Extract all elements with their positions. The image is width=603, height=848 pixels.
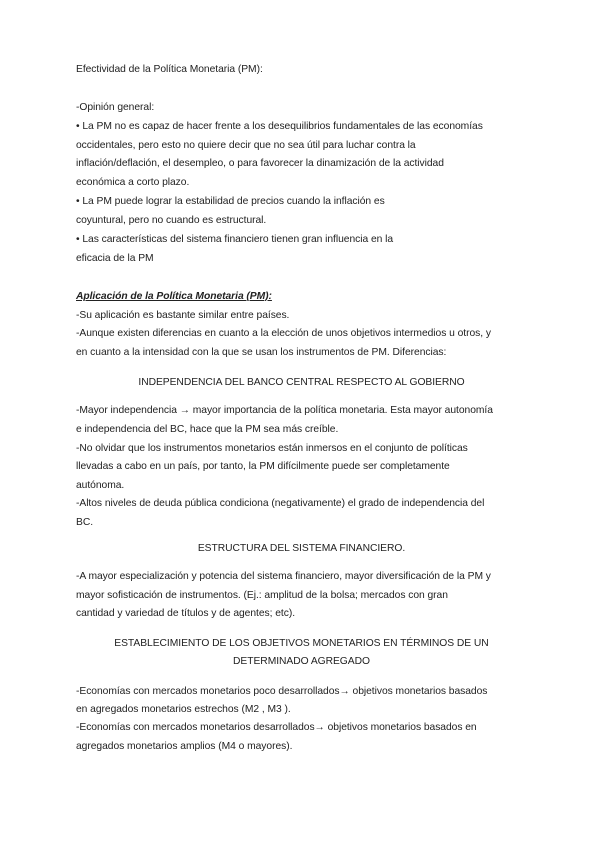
opinion-line: eficacia de la PM bbox=[76, 253, 154, 264]
independencia-line: llevadas a cabo en un país, por tanto, la PM difícilmente puede ser completamente bbox=[76, 461, 450, 472]
opinion-heading: -Opinión general: bbox=[76, 102, 155, 113]
aplicacion-line: -Su aplicación es bastante similar entre países. bbox=[76, 310, 290, 321]
estructura-heading: ESTRUCTURA DEL SISTEMA FINANCIERO. bbox=[197, 543, 406, 554]
independencia-line: autónoma. bbox=[76, 480, 125, 491]
aplicacion-line: -Aunque existen diferencias en cuanto a la elección de unos objetivos intermedios u otros, y bbox=[76, 328, 491, 339]
independencia-line: -No olvidar que los instrumentos monetarios están inmersos en el conjunto de políticas bbox=[76, 443, 468, 454]
opinion-line: • Las características del sistema financiero tienen gran influencia en la bbox=[76, 234, 394, 245]
estructura-line: -A mayor especialización y potencia del sistema financiero, mayor diversificación de la PM y bbox=[76, 571, 491, 582]
establecimiento-heading-cont: DETERMINADO AGREGADO bbox=[233, 656, 370, 667]
establecimiento-line: -Economías con mercados monetarios poco desarrollados→ objetivos monetarios basados bbox=[76, 686, 488, 697]
page-title: Efectividad de la Política Monetaria (PM): bbox=[76, 64, 263, 75]
opinion-line: inflación/deflación, el desempleo, o para favorecer la dinamización de la actividad bbox=[76, 158, 444, 169]
aplicacion-line: en cuanto a la intensidad con la que se usan los instrumentos de PM. Diferencias: bbox=[76, 347, 447, 358]
independencia-line: -Mayor independencia → mayor importancia de la política monetaria. Esta mayor autonomía bbox=[76, 405, 493, 416]
opinion-line: coyuntural, pero no cuando es estructural. bbox=[76, 215, 267, 226]
independencia-heading: INDEPENDENCIA DEL BANCO CENTRAL RESPECTO AL GOBIERNO bbox=[138, 377, 465, 388]
independencia-line: e independencia del BC, hace que la PM sea más creíble. bbox=[76, 424, 339, 435]
independencia-line: BC. bbox=[76, 517, 94, 528]
establecimiento-line: en agregados monetarios estrechos (M2 , M3 ). bbox=[76, 704, 291, 715]
opinion-line: occidentales, pero esto no quiere decir que no sea útil para luchar contra la bbox=[76, 140, 416, 151]
opinion-line: • La PM puede lograr la estabilidad de precios cuando la inflación es bbox=[76, 196, 385, 207]
establecimiento-line: agregados monetarios amplios (M4 o mayores). bbox=[76, 741, 293, 752]
aplicacion-heading: Aplicación de la Política Monetaria (PM): bbox=[76, 291, 272, 302]
opinion-line: económica a corto plazo. bbox=[76, 177, 190, 188]
opinion-line: • La PM no es capaz de hacer frente a los desequilibrios fundamentales de las economías bbox=[76, 121, 483, 132]
estructura-line: cantidad y variedad de títulos y de agentes; etc). bbox=[76, 608, 296, 619]
establecimiento-line: -Economías con mercados monetarios desarrollados→ objetivos monetarios basados en bbox=[76, 722, 477, 733]
independencia-line: -Altos niveles de deuda pública condiciona (negativamente) el grado de independencia del bbox=[76, 498, 485, 509]
establecimiento-heading: ESTABLECIMIENTO DE LOS OBJETIVOS MONETARIOS EN TÉRMINOS DE UN bbox=[114, 638, 489, 649]
estructura-line: mayor sofisticación de instrumentos. (Ej.: amplitud de la bolsa; mercados con gran bbox=[76, 590, 448, 601]
